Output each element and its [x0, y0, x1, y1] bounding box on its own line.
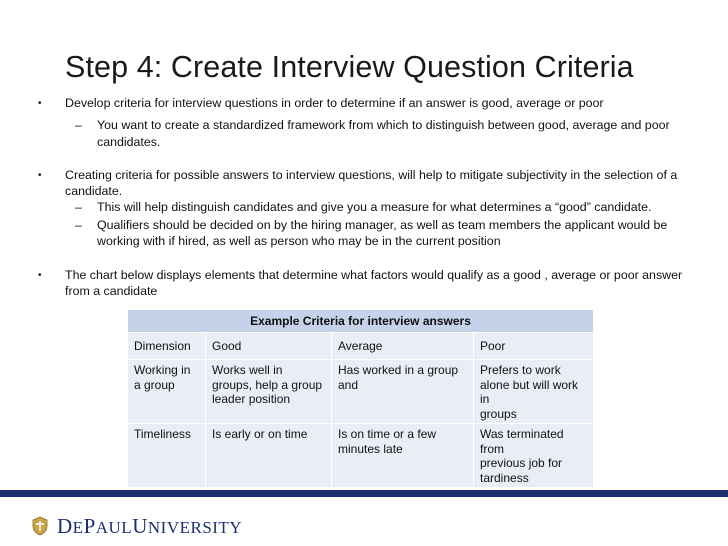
sub-bullet-2-2-line-2: working with if hired, as well as person who may be in the current position: [97, 234, 501, 248]
column-header-dimension: Dimension: [128, 333, 206, 360]
bullet-dot: •: [38, 170, 42, 181]
sub-bullet-dash: –: [75, 200, 82, 214]
bullet-dot: •: [38, 270, 42, 281]
sub-bullet-2-1-line-1: This will help distinguish candidates and give you a measure for what determines a “good” candidate.: [97, 200, 652, 214]
university-logo: [30, 515, 242, 537]
column-header-average: Average: [332, 333, 474, 360]
university-name: DEPAULUNIVERSITY: [57, 513, 243, 538]
bullet-dot: •: [38, 98, 42, 109]
sub-bullet-1-1-line-1: You want to create a standardized framework from which to distinguish between good, average and poor: [97, 118, 670, 132]
table-cell: Has worked in a group and: [332, 360, 474, 424]
criteria-table: [127, 309, 594, 488]
table-row: [128, 360, 594, 424]
table-caption: Example Criteria for interview answers: [128, 310, 594, 333]
table-cell: Working in a group: [128, 360, 206, 424]
depaul-seal-icon: [30, 516, 50, 536]
sub-bullet-1-1-line-2: candidates.: [97, 135, 161, 149]
sub-bullet-2-2-line-1: Qualifiers should be decided on by the hiring manager, as well as team members the applicant would be: [97, 218, 668, 232]
table-cell: Timeliness: [128, 424, 206, 488]
bullet-3-line-1: The chart below displays elements that determine what factors would qualify as a good , average or poor answer: [65, 268, 683, 282]
table-cell: Prefers to work alone but will work in groups: [474, 360, 594, 424]
footer-bar: [0, 490, 728, 497]
table-row: [128, 424, 594, 488]
table-cell: Is on time or a few minutes late: [332, 424, 474, 488]
sub-bullet-dash: –: [75, 118, 82, 132]
bullet-1-line-1: Develop criteria for interview questions in order to determine if an answer is good, average or poor: [65, 96, 604, 110]
column-header-good: Good: [206, 333, 332, 360]
table-cell: Works well in groups, help a group leader position: [206, 360, 332, 424]
bullet-2-line-2: candidate.: [65, 184, 123, 198]
table-cell: Was terminated from previous job for tardiness: [474, 424, 594, 488]
bullet-2-line-1: Creating criteria for possible answers to interview questions, will help to mitigate subjectivity in the selection of a: [65, 168, 678, 182]
bullet-3-line-2: from a candidate: [65, 284, 158, 298]
column-header-poor: Poor: [474, 333, 594, 360]
table-cell: Is early or on time: [206, 424, 332, 488]
sub-bullet-dash: –: [75, 218, 82, 232]
slide-title: Step 4: Create Interview Question Criteria: [65, 50, 634, 84]
